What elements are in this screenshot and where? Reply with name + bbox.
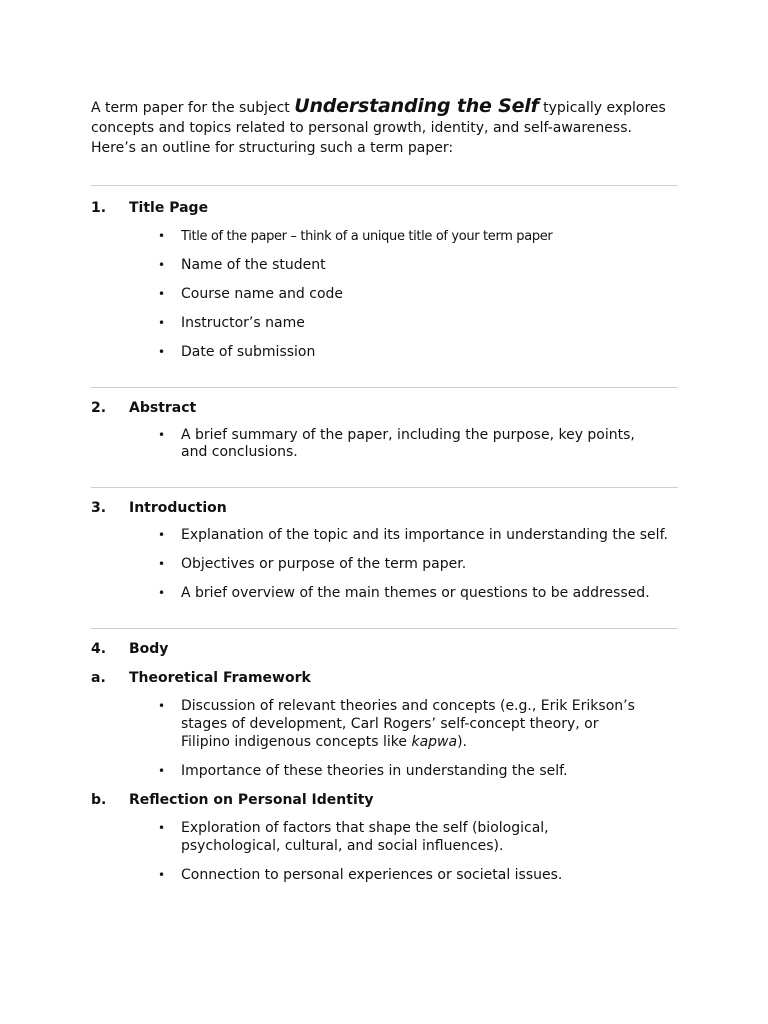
list-item-text: A brief overview of the main themes or questions to be addressed. xyxy=(181,585,650,601)
bullet-icon: • xyxy=(158,229,166,243)
bullet-icon: • xyxy=(158,699,166,713)
divider xyxy=(91,628,678,629)
section-title: Body xyxy=(129,641,169,657)
subsection-heading xyxy=(91,668,678,688)
section-title-page xyxy=(91,198,678,361)
bullet-icon: • xyxy=(158,557,166,571)
list-item xyxy=(91,527,678,544)
bullet-list xyxy=(91,228,678,361)
section-number: 2. xyxy=(91,400,107,416)
list-item-emphasis: kapwa xyxy=(411,734,458,750)
bullet-list xyxy=(91,427,678,461)
subsection-letter: b. xyxy=(91,792,107,808)
section-heading xyxy=(91,498,678,518)
intro-before: A term paper for the subject xyxy=(91,100,295,116)
divider xyxy=(91,487,678,488)
intro-subject: Understanding the Self xyxy=(294,95,539,117)
subsection-title: Theoretical Framework xyxy=(129,670,311,686)
section-body xyxy=(91,639,678,884)
subsection-title: Reflection on Personal Identity xyxy=(129,792,374,808)
list-item-text: Importance of these theories in understanding the self. xyxy=(181,763,568,779)
section-introduction xyxy=(91,498,678,602)
subsection-letter: a. xyxy=(91,670,106,686)
intro-after: typically explores concepts and topics related to personal growth, identity, and self-awareness. Here’s an outline for structuring such a term paper: xyxy=(91,100,666,156)
bullet-icon: • xyxy=(158,345,166,359)
document-page xyxy=(91,96,678,884)
list-item-text: Instructor’s name xyxy=(181,315,305,331)
list-item xyxy=(91,228,678,245)
bullet-icon: • xyxy=(158,586,166,600)
list-item-text: Title of the paper – think of a unique title of your term paper xyxy=(181,229,553,244)
subsection-heading xyxy=(91,790,678,810)
section-title: Title Page xyxy=(129,200,209,216)
list-item-text: Connection to personal experiences or societal issues. xyxy=(181,867,563,883)
bullet-icon: • xyxy=(158,868,166,882)
list-item xyxy=(91,315,678,332)
list-item xyxy=(91,867,678,884)
list-item xyxy=(91,585,678,602)
divider xyxy=(91,185,678,186)
section-heading xyxy=(91,398,678,418)
bullet-icon: • xyxy=(158,821,166,835)
intro-paragraph xyxy=(91,96,678,158)
bullet-icon: • xyxy=(158,528,166,542)
list-item xyxy=(91,556,678,573)
section-number: 1. xyxy=(91,200,107,216)
list-item xyxy=(91,819,678,855)
list-item-text: A brief summary of the paper, including the purpose, key points, and conclusions. xyxy=(181,427,635,460)
section-number: 4. xyxy=(91,641,107,657)
list-item-text-before: Discussion of relevant theories and concepts (e.g., Erik Erikson’s stages of development, Carl Rogers’ self-concept theory, or Filipino indigenous concepts like xyxy=(181,698,635,750)
section-heading xyxy=(91,198,678,218)
section-title: Introduction xyxy=(129,500,227,516)
bullet-icon: • xyxy=(158,764,166,778)
list-item-text: Course name and code xyxy=(181,286,344,302)
section-number: 3. xyxy=(91,500,107,516)
list-item-text: Date of submission xyxy=(181,344,316,360)
list-item-text: Name of the student xyxy=(181,257,326,273)
section-heading xyxy=(91,639,678,659)
list-item xyxy=(91,427,678,461)
bullet-list xyxy=(91,527,678,602)
list-item-text: Objectives or purpose of the term paper. xyxy=(181,556,467,572)
section-title: Abstract xyxy=(129,400,197,416)
list-item xyxy=(91,697,678,751)
bullet-icon: • xyxy=(158,258,166,272)
list-item-text: Exploration of factors that shape the self (biological, psychological, cultural, and social influences). xyxy=(181,820,549,854)
divider xyxy=(91,387,678,388)
bullet-icon: • xyxy=(158,287,166,301)
bullet-list xyxy=(91,697,678,780)
bullet-list xyxy=(91,819,678,884)
list-item xyxy=(91,763,678,780)
bullet-icon: • xyxy=(158,428,166,442)
list-item-text-after: ). xyxy=(457,734,468,750)
list-item-text: Explanation of the topic and its importance in understanding the self. xyxy=(181,527,668,543)
list-item xyxy=(91,344,678,361)
list-item xyxy=(91,257,678,274)
bullet-icon: • xyxy=(158,316,166,330)
section-abstract xyxy=(91,398,678,461)
list-item xyxy=(91,286,678,303)
